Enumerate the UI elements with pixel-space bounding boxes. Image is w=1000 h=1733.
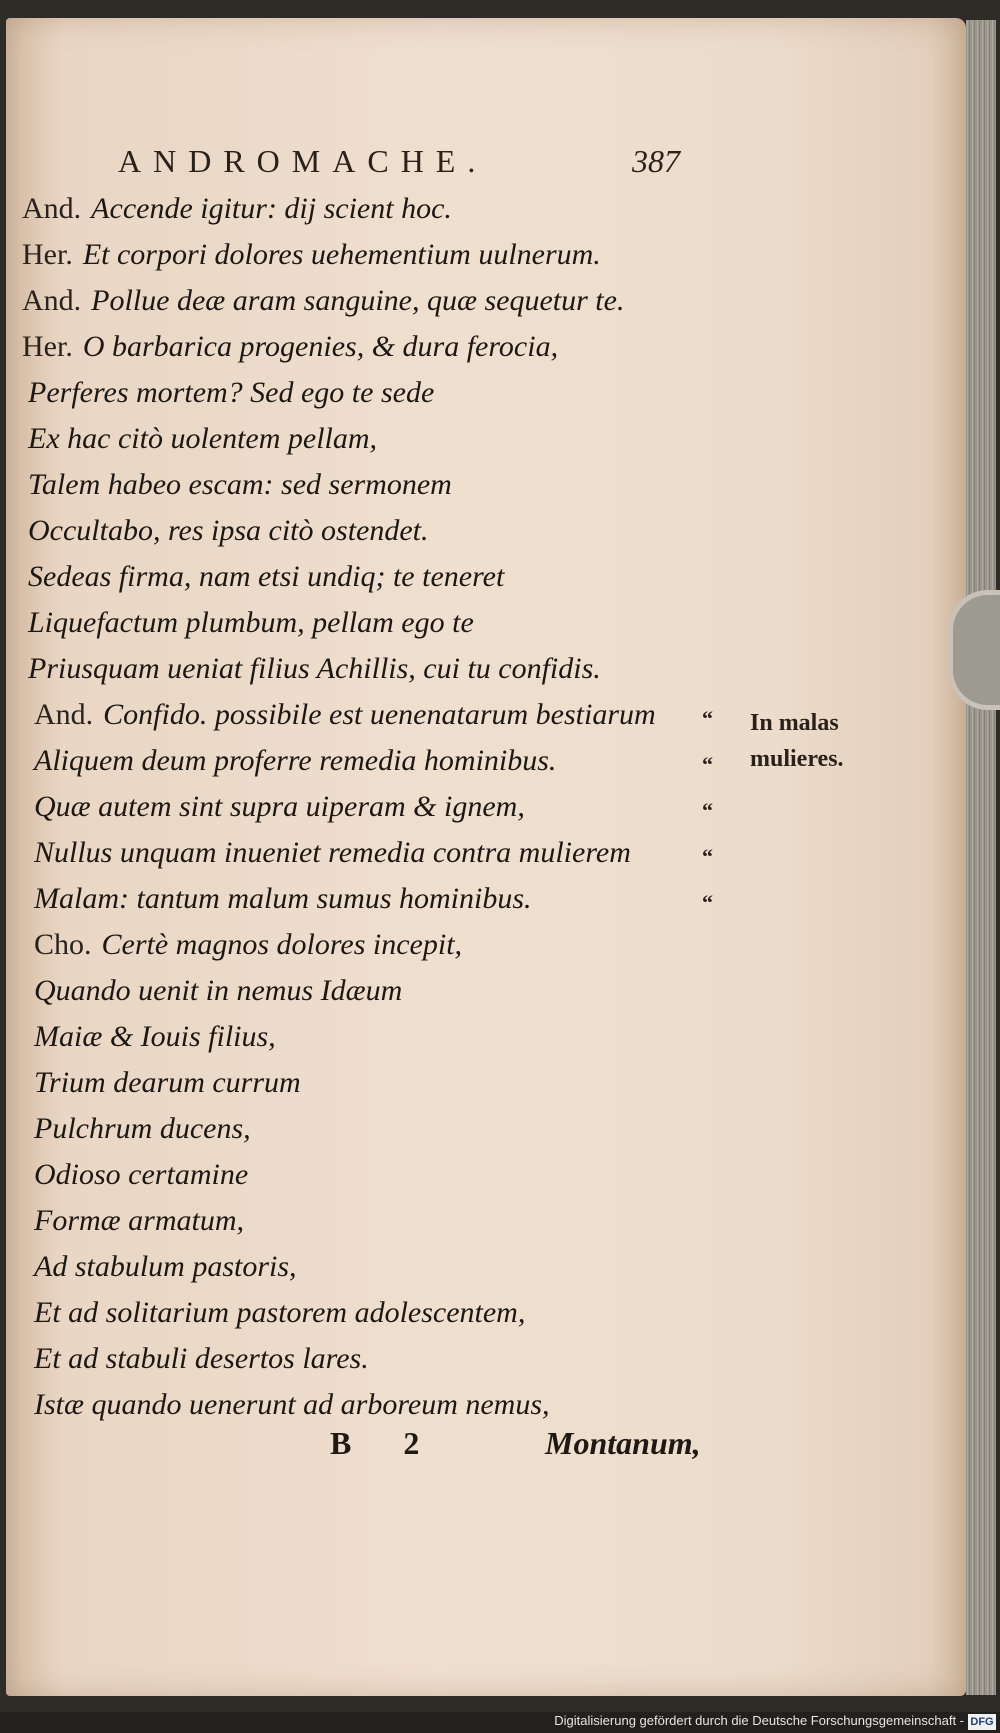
text-line — [34, 1340, 369, 1378]
text-line — [28, 512, 429, 550]
gnomic-mark: “ — [702, 890, 713, 915]
line-text: Priusquam ueniat filius Achillis, cui tu confidis. — [28, 652, 601, 685]
line-text: Istæ quando uenerunt ad arboreum nemus, — [34, 1388, 550, 1421]
text-line — [28, 466, 452, 504]
line-text: Maiæ & Iouis filius, — [34, 1020, 276, 1053]
dfg-logo: DFG — [968, 1714, 996, 1730]
gnomic-mark: “ — [702, 752, 713, 777]
text-line — [34, 1018, 276, 1056]
signature-mark: B 2 — [330, 1425, 442, 1461]
text-line — [34, 1294, 525, 1332]
text-line — [34, 834, 631, 872]
text-line — [34, 972, 402, 1010]
line-text: Malam: tantum malum sumus hominibus. — [34, 882, 532, 915]
gnomic-mark: “ — [702, 706, 713, 731]
speaker-label: And. — [34, 698, 94, 731]
speaker-label: And. — [22, 284, 82, 317]
text-line — [34, 1248, 297, 1286]
text-line — [34, 1386, 550, 1424]
text-line — [28, 558, 504, 596]
text-line — [22, 190, 452, 228]
text-line — [34, 742, 556, 780]
line-text: Liquefactum plumbum, pellam ego te — [28, 606, 474, 639]
line-text: Et corpori dolores uehementium uulnerum. — [82, 238, 601, 271]
line-text: Aliquem deum proferre remedia hominibus. — [34, 744, 557, 777]
line-text: Trium dearum currum — [34, 1066, 301, 1099]
line-text: Nullus unquam inueniet remedia contra mulierem — [34, 836, 631, 869]
line-text: Ex hac citò uolentem pellam, — [28, 422, 378, 455]
line-text: Quando uenit in nemus Idæum — [34, 974, 403, 1007]
gnomic-mark: “ — [702, 798, 713, 823]
line-text: Et ad stabuli desertos lares. — [34, 1342, 369, 1375]
line-text: Pulchrum ducens, — [34, 1112, 251, 1145]
margin-note-line: In malas — [750, 710, 839, 736]
text-line — [28, 650, 601, 688]
text-line — [28, 420, 377, 458]
text-line — [34, 1202, 244, 1240]
text-line — [22, 328, 558, 366]
text-line — [34, 926, 462, 964]
text-line — [34, 880, 532, 918]
line-text: Odioso certamine — [34, 1158, 249, 1191]
catchword: Montanum, — [545, 1425, 701, 1461]
text-line — [22, 282, 624, 320]
line-text: Et ad solitarium pastorem adolescentem, — [34, 1296, 526, 1329]
line-text: O barbarica progenies, & dura ferocia, — [82, 330, 559, 363]
line-text: Perferes mortem? Sed ego te sede — [28, 376, 435, 409]
line-text: Occultabo, res ipsa citò ostendet. — [28, 514, 429, 547]
text-line — [34, 1064, 301, 1102]
speaker-label: Her. — [22, 330, 73, 363]
line-text: Confido. possibile est uenenatarum bestiarum — [103, 698, 656, 731]
text-line — [34, 1110, 251, 1148]
text-line — [28, 604, 474, 642]
speaker-label: And. — [22, 192, 82, 225]
line-text: Certè magnos dolores incepit, — [101, 928, 463, 961]
gnomic-mark: “ — [702, 844, 713, 869]
running-head: ANDROMACHE. — [118, 143, 488, 179]
speaker-label: Her. — [22, 238, 73, 271]
margin-note-line: mulieres. — [750, 746, 844, 772]
line-text: Sedeas firma, nam etsi undiq; te teneret — [28, 560, 505, 593]
line-text: Talem habeo escam: sed sermonem — [28, 468, 452, 501]
digitization-credit: Digitalisierung gefördert durch die Deutsche Forschungsgemeinschaft - — [554, 1713, 964, 1728]
line-text: Ad stabulum pastoris, — [34, 1250, 297, 1283]
page-edges — [966, 20, 996, 1695]
text-line — [34, 788, 525, 826]
book-clasp — [948, 590, 1000, 710]
line-text: Pollue deæ aram sanguine, quæ sequetur te. — [91, 284, 625, 317]
text-line — [22, 236, 601, 274]
text-line — [34, 1156, 248, 1194]
line-text: Formæ armatum, — [34, 1204, 245, 1237]
text-line — [34, 696, 656, 734]
speaker-label: Cho. — [34, 928, 92, 961]
page-number: 387 — [632, 143, 680, 179]
line-text: Quæ autem sint supra uiperam & ignem, — [34, 790, 525, 823]
line-text: Accende igitur: dij scient hoc. — [91, 192, 452, 225]
text-line — [28, 374, 434, 412]
